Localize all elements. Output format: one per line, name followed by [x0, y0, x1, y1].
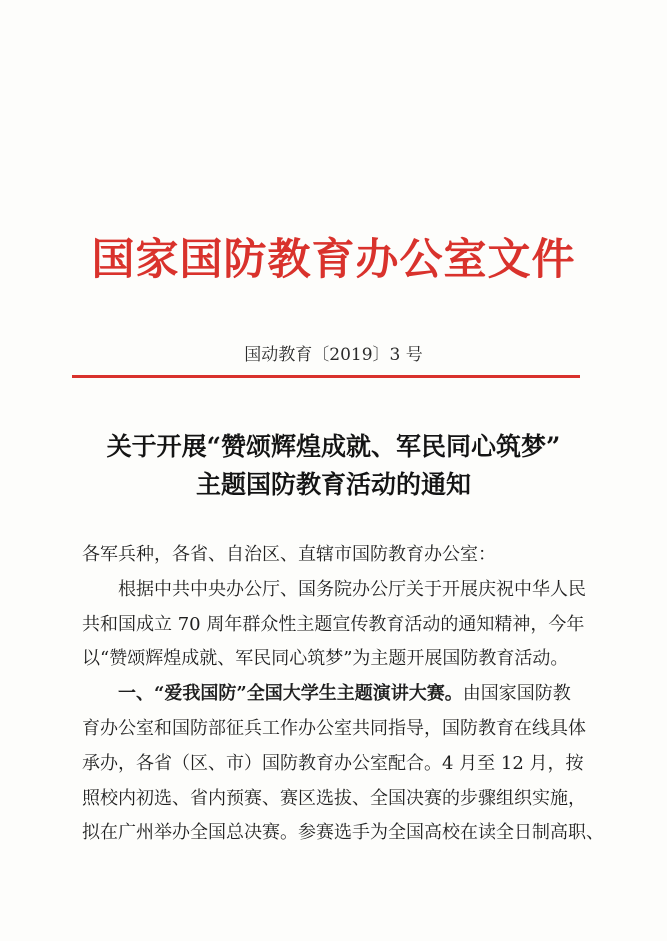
notice-title-line-1: 关于开展“赞颂辉煌成就、军民同心筑梦”	[106, 432, 561, 461]
section-1-line-2: 育办公室和国防部征兵工作办公室共同指导，国防教育在线具体	[82, 717, 586, 739]
section-1-line-1	[82, 677, 602, 712]
section-1-line-5: 拟在广州举办全国总决赛。参赛选手为全国高校在读全日制高职、	[82, 822, 604, 844]
paragraph-1-line-2: 共和国成立 70 周年群众性主题宣传教育活动的通知精神，今年	[82, 613, 585, 635]
section-1-line-1-rest: 由国家国防教	[462, 683, 571, 705]
notice-title-line-2: 主题国防教育活动的通知	[195, 470, 471, 499]
notice-body	[82, 538, 602, 851]
paragraph-1-line-1: 根据中共中央办公厅、国务院办公厅关于开展庆祝中华人民	[118, 578, 586, 600]
section-1-line-4: 照校内初选、省内预赛、赛区选拔、全国决赛的步骤组织实施，	[82, 787, 586, 809]
section-1-heading: 一、“爱我国防”全国大学生主题演讲大赛。	[118, 683, 463, 705]
red-divider-line	[72, 375, 580, 378]
document-header-title: 国家国防教育办公室文件	[91, 235, 576, 285]
paragraph-1-line-3: 以“赞颂辉煌成就、军民同心筑梦”为主题开展国防教育活动。	[82, 648, 569, 670]
section-1-line-3: 承办，各省（区、市）国防教育办公室配合。4 月至 12 月，按	[82, 752, 584, 774]
document-number: 国动教育〔2019〕3 号	[244, 345, 423, 365]
notice-title	[0, 428, 667, 504]
addressee-line: 各军兵种，各省、自治区、直辖市国防教育办公室：	[82, 544, 496, 565]
